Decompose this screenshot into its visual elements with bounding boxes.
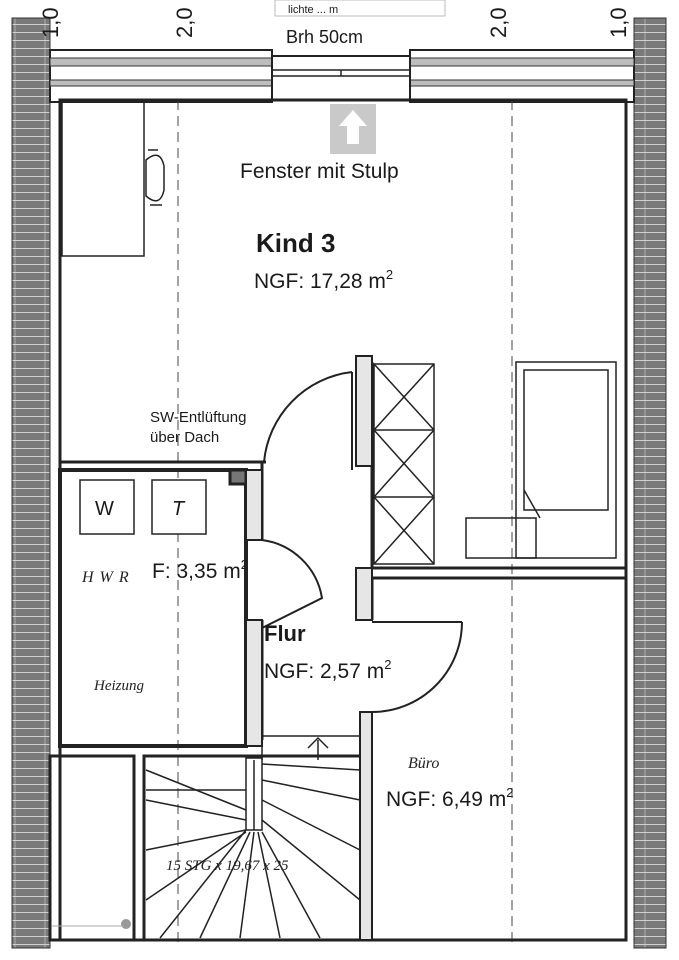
door-kind3	[264, 372, 352, 470]
door-hwr	[262, 540, 322, 628]
svg-text:W: W	[95, 498, 114, 520]
dim-mid-right: 2,0	[486, 7, 511, 38]
corner-marker	[121, 919, 131, 929]
note-heizung: Heizung	[94, 678, 144, 694]
room-area-hwr: F: 3,35 $m^2$	[152, 557, 248, 583]
room-area-flur: NGF: 2,57 $m^2$	[264, 657, 392, 683]
wardrobe	[374, 364, 434, 564]
room-name-hwr: HWR	[82, 569, 135, 586]
ventilation-note-2: über Dach	[150, 429, 220, 446]
left-brick-wall	[12, 18, 50, 948]
window	[272, 56, 410, 100]
stairs-note: 15 STG x 19,67 x 25	[166, 858, 289, 874]
arrow-up-icon	[330, 104, 376, 154]
washing-machine	[80, 480, 134, 534]
ventilation-note-1: SW-Entlüftung	[150, 409, 247, 426]
right-brick-wall	[634, 18, 666, 948]
window-top-note: lichte ... m	[288, 4, 339, 16]
window-note: Fenster mit Stulp	[240, 160, 399, 183]
room-name-kind3: Kind 3	[256, 228, 336, 258]
desk	[62, 102, 164, 256]
svg-text:T: T	[172, 498, 185, 520]
room-area-kind3: NGF: 17,28 $m^2$	[254, 267, 394, 293]
room-name-buero: Büro	[408, 755, 440, 772]
dim-left: 1,0	[38, 7, 63, 38]
bed	[466, 362, 616, 558]
walls	[50, 100, 626, 940]
roof-slope-lines	[178, 100, 512, 945]
room-name-flur: Flur	[264, 621, 306, 646]
dim-right: 1,0	[606, 7, 631, 38]
window-parapet-label: Brh 50cm	[286, 27, 364, 47]
dim-mid-left: 2,0	[172, 7, 197, 38]
room-area-buero: NGF: 6,49 $m^2$	[386, 785, 514, 811]
dryer	[152, 480, 206, 534]
